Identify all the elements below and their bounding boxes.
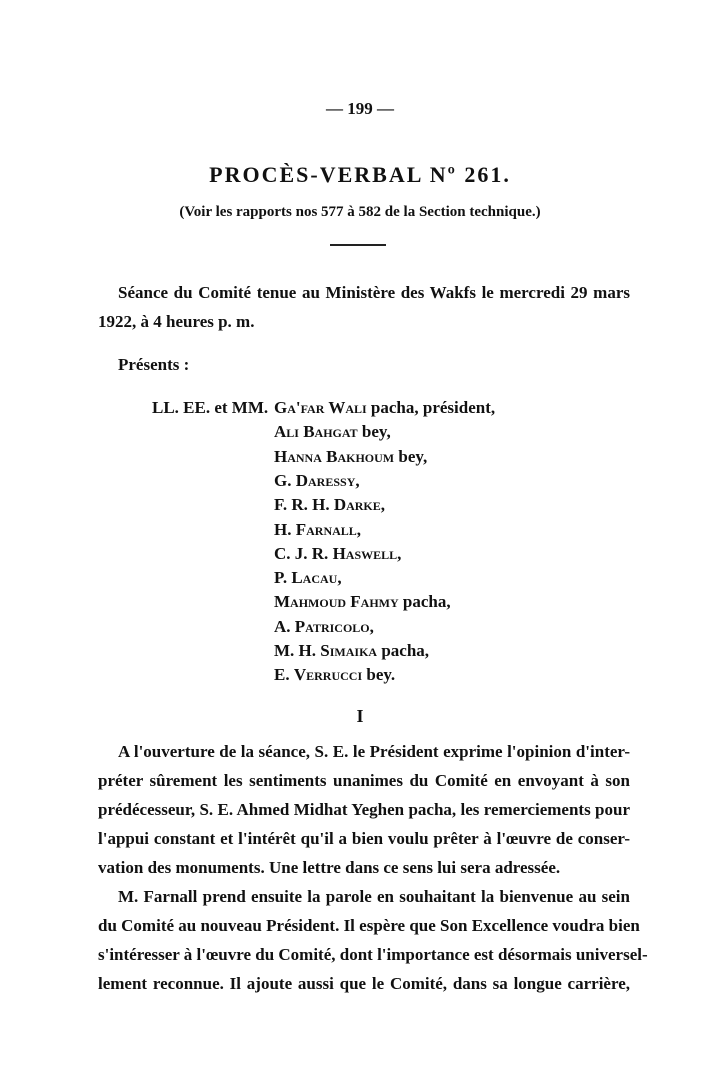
body-line: s'intéresser à l'œuvre du Comité, dont l'importance est désormais universel-	[98, 945, 648, 964]
member-entry	[274, 471, 360, 491]
member-entry	[274, 422, 391, 442]
body-line: prédécesseur, S. E. Ahmed Midhat Yeghen pacha, les remerciements pour	[98, 800, 630, 819]
member-post: ,	[355, 470, 360, 490]
member-pre: M. H.	[274, 641, 321, 660]
present-label: Présents :	[118, 355, 190, 374]
member-name: Haswell	[332, 543, 398, 563]
member-pre: G.	[274, 470, 296, 490]
member-pre: E.	[274, 665, 294, 685]
member-pre: F. R. H.	[274, 495, 334, 515]
member-post: ,	[369, 616, 374, 636]
member-entry	[274, 617, 374, 637]
member-entry	[274, 568, 342, 588]
member-pre: H.	[274, 519, 296, 539]
member-entry	[274, 641, 429, 661]
member-post: ,	[380, 495, 386, 515]
member-post: pacha,	[377, 641, 430, 660]
session-line: Séance du Comité tenue au Ministère des Wakfs le mercredi 29 mars	[118, 283, 630, 302]
member-entry	[274, 398, 495, 418]
member-name: Hanna Bakhoum	[274, 446, 395, 466]
member-name: Lacau	[291, 568, 338, 588]
member-entry	[274, 447, 427, 467]
page-title: PROCÈS-VERBAL Nº 261.	[209, 162, 511, 187]
member-post: pacha, président,	[366, 398, 496, 417]
member-name: Verrucci	[293, 665, 363, 685]
body-line: M. Farnall prend ensuite la parole en souhaitant la bienvenue au sein	[118, 887, 630, 906]
body-line: préter sûrement les sentiments unanimes du Comité en envoyant à son	[98, 771, 630, 790]
divider	[330, 244, 386, 246]
member-entry	[274, 520, 361, 540]
member-post: ,	[356, 519, 362, 539]
member-pre: C. J. R.	[274, 543, 333, 563]
member-post: bey.	[362, 665, 396, 685]
members-prefix: LL. EE. et MM.	[152, 398, 269, 417]
member-name: Ali Bahgat	[274, 422, 358, 442]
member-name: Farnall	[295, 519, 357, 539]
member-entry	[274, 665, 395, 685]
member-entry	[274, 495, 385, 515]
body-line: A l'ouverture de la séance, S. E. le Président exprime l'opinion d'inter-	[118, 742, 630, 761]
member-name: Ga'far Wali	[274, 398, 367, 417]
member-pre: P.	[274, 568, 292, 588]
subtitle: (Voir les rapports nos 577 à 582 de la Section technique.)	[179, 204, 541, 220]
body-line: vation des monuments. Une lettre dans ce sens lui sera adressée.	[98, 858, 561, 877]
member-name: Patricolo	[294, 616, 370, 636]
member-name: Daressy	[295, 470, 356, 490]
member-name: Darke	[333, 495, 381, 515]
member-name: Mahmoud Fahmy	[274, 592, 399, 612]
member-entry	[274, 592, 451, 612]
member-post: bey,	[394, 446, 428, 466]
member-post: ,	[397, 543, 402, 563]
body-line: l'appui constant et l'intérêt qu'il a bien voulu prêter à l'œuvre de conser-	[98, 829, 630, 848]
member-name: Simaika	[320, 641, 378, 660]
member-post: bey,	[357, 422, 391, 442]
section-heading: I	[356, 706, 364, 726]
member-entry	[274, 544, 401, 564]
body-line: lement reconnue. Il ajoute aussi que le Comité, dans sa longue carrière,	[98, 974, 630, 993]
member-post: pacha,	[398, 592, 451, 612]
session-line: 1922, à 4 heures p. m.	[98, 312, 255, 331]
member-post: ,	[337, 568, 342, 588]
body-line: du Comité au nouveau Président. Il espère que Son Excellence voudra bien	[98, 916, 640, 935]
page-number: — 199 —	[326, 99, 394, 118]
member-pre: A.	[274, 616, 295, 636]
